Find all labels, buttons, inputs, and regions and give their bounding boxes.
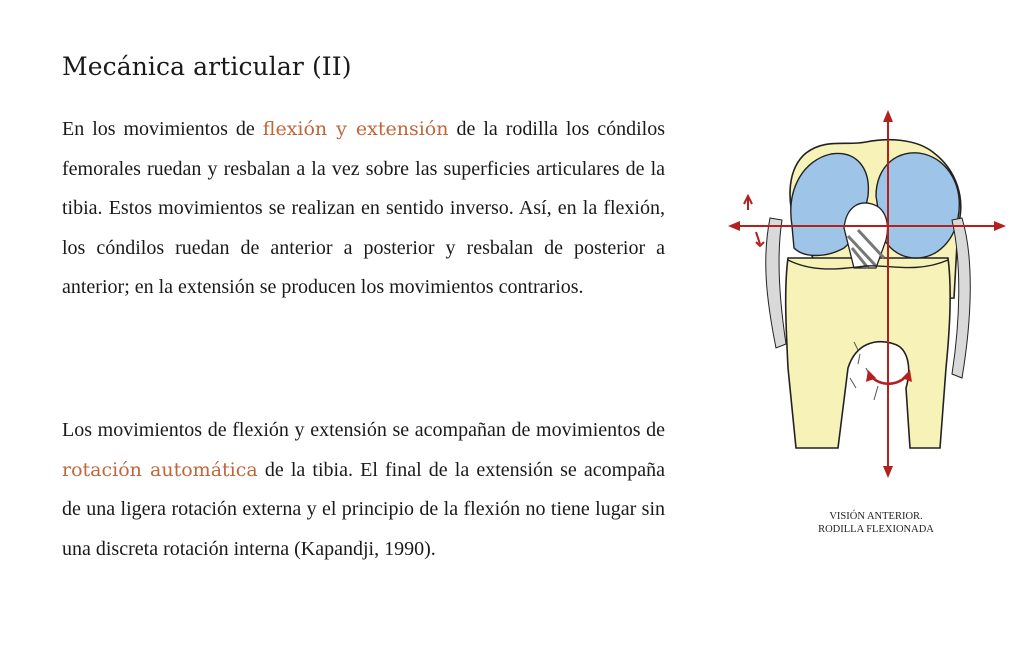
horizontal-axis-arrow-right bbox=[994, 221, 1006, 231]
horizontal-axis-arrow-left bbox=[728, 221, 740, 231]
paragraph-flexion-extension bbox=[62, 110, 665, 308]
tibia-bone bbox=[786, 258, 950, 448]
paragraph2-text-end: de la tibia. El final de la extensión se acompaña de una ligera rotación externa y el principio de la flexión no tiene lugar sin una discreta rotación interna (Kapandji, 1990). bbox=[62, 458, 665, 560]
paragraph-rotation bbox=[62, 411, 665, 569]
motion-arrow-lower bbox=[756, 232, 764, 246]
paragraph1-text-start: En los movimientos de bbox=[62, 118, 263, 140]
vertical-axis-arrow-bottom bbox=[883, 466, 893, 478]
paragraph1-text-end: de la rodilla los cóndilos femorales ruedan y resbalan a la vez sobre las superficies articulares de la tibia. Estos movimientos se realizan en sentido inverso. Así, en la flexión, los cóndilos ruedan de anterior a posterior y resbalan de posterior a anterior; en la extensión se producen los movimientos contrarios. bbox=[62, 118, 665, 298]
paragraph2-text-start: Los movimientos de flexión y extensión se acompañan de movimientos de bbox=[62, 419, 665, 441]
vertical-axis-arrow-top bbox=[883, 110, 893, 122]
highlight-automatic-rotation: rotación automática bbox=[62, 458, 258, 481]
page-title: Mecánica articular (II) bbox=[62, 52, 352, 81]
highlight-flexion-extension: flexión y extensión bbox=[262, 118, 449, 140]
caption-line-2: RODILLA FLEXIONADA bbox=[818, 524, 934, 535]
lateral-collateral-ligament bbox=[766, 218, 786, 348]
knee-anterior-illustration bbox=[726, 108, 1006, 488]
motion-arrow-upper bbox=[744, 196, 752, 210]
figure-caption bbox=[766, 510, 986, 536]
caption-line-1: VISIÓN ANTERIOR. bbox=[829, 511, 923, 522]
